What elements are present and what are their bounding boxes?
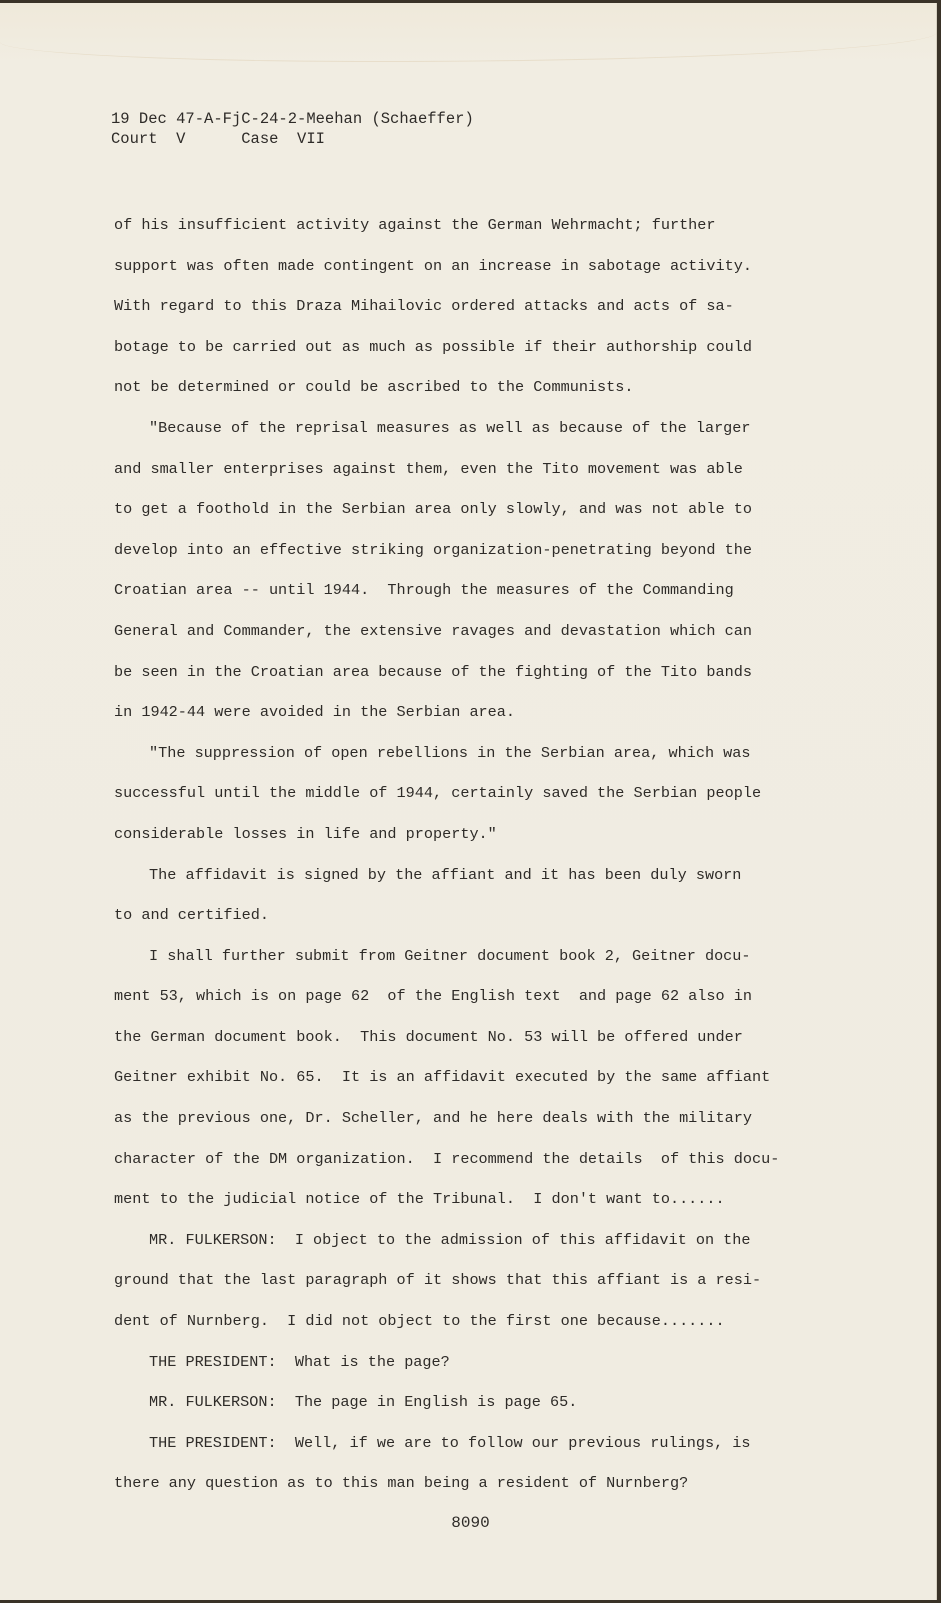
- transcript-line: successful until the middle of 1944, certainly saved the Serbian people: [114, 784, 762, 803]
- transcript-line: considerable losses in life and property.": [114, 824, 497, 843]
- transcript-line: The affidavit is signed by the affiant and it has been duly sworn: [149, 865, 742, 884]
- transcript-line: of his insufficient activity against the German Wehrmacht; further: [114, 216, 716, 234]
- transcript-line: not be determined or could be ascribed to the Communists.: [114, 378, 634, 397]
- transcript-line: the German document book. This document No. 53 will be offered under: [114, 1027, 743, 1046]
- transcript-line: THE PRESIDENT: Well, if we are to follow our previous rulings, is: [149, 1433, 751, 1452]
- transcript-line: there any question as to this man being a resident of Nurnberg?: [114, 1474, 689, 1493]
- transcript-line: With regard to this Draza Mihailovic ordered attacks and acts of sa-: [114, 297, 734, 316]
- document-header: [111, 109, 916, 149]
- paper-stain: [0, 21, 937, 62]
- transcript-line: support was often made contingent on an increase in sabotage activity.: [114, 256, 752, 275]
- document-page: [0, 3, 937, 1600]
- transcript-line: character of the DM organization. I recommend the details of this docu-: [114, 1149, 780, 1168]
- transcript-line: Croatian area -- until 1944. Through the measures of the Commanding: [114, 581, 734, 600]
- transcript-line: to get a foothold in the Serbian area only slowly, and was not able to: [114, 500, 752, 519]
- transcript-line: to and certified.: [114, 906, 269, 925]
- page-number: 8090: [451, 1514, 490, 1532]
- transcript-line: "Because of the reprisal measures as well as because of the larger: [149, 418, 751, 437]
- transcript-body: [114, 205, 914, 1504]
- transcript-line: and smaller enterprises against them, even the Tito movement was able: [114, 459, 743, 478]
- transcript-line: in 1942-44 were avoided in the Serbian area.: [114, 703, 516, 722]
- transcript-line: MR. FULKERSON: I object to the admission of this affidavit on the: [149, 1230, 751, 1249]
- transcript-line: dent of Nurnberg. I did not object to the first one because.......: [114, 1312, 725, 1331]
- transcript-line: botage to be carried out as much as possible if their authorship could: [114, 337, 752, 356]
- transcript-line: General and Commander, the extensive ravages and devastation which can: [114, 621, 752, 640]
- header-reference-line: 19 Dec 47-A-FjC-24-2-Meehan (Schaeffer): [111, 110, 474, 128]
- transcript-line: develop into an effective striking organization-penetrating beyond the: [114, 540, 752, 559]
- transcript-line: as the previous one, Dr. Scheller, and he here deals with the military: [114, 1109, 752, 1128]
- transcript-line: I shall further submit from Geitner document book 2, Geitner docu-: [149, 946, 751, 965]
- transcript-line: Geitner exhibit No. 65. It is an affidavit executed by the same affiant: [114, 1068, 771, 1087]
- transcript-line: "The suppression of open rebellions in the Serbian area, which was: [149, 743, 751, 762]
- transcript-line: ment 53, which is on page 62 of the English text and page 62 also in: [114, 987, 752, 1006]
- transcript-line: ground that the last paragraph of it shows that this affiant is a resi-: [114, 1271, 762, 1290]
- transcript-line: THE PRESIDENT: What is the page?: [149, 1352, 450, 1371]
- transcript-line: be seen in the Croatian area because of the fighting of the Tito bands: [114, 662, 752, 681]
- header-court-case-line: Court V Case VII: [111, 130, 325, 148]
- transcript-line: MR. FULKERSON: The page in English is page 65.: [149, 1393, 578, 1412]
- transcript-line: ment to the judicial notice of the Tribunal. I don't want to......: [114, 1190, 725, 1209]
